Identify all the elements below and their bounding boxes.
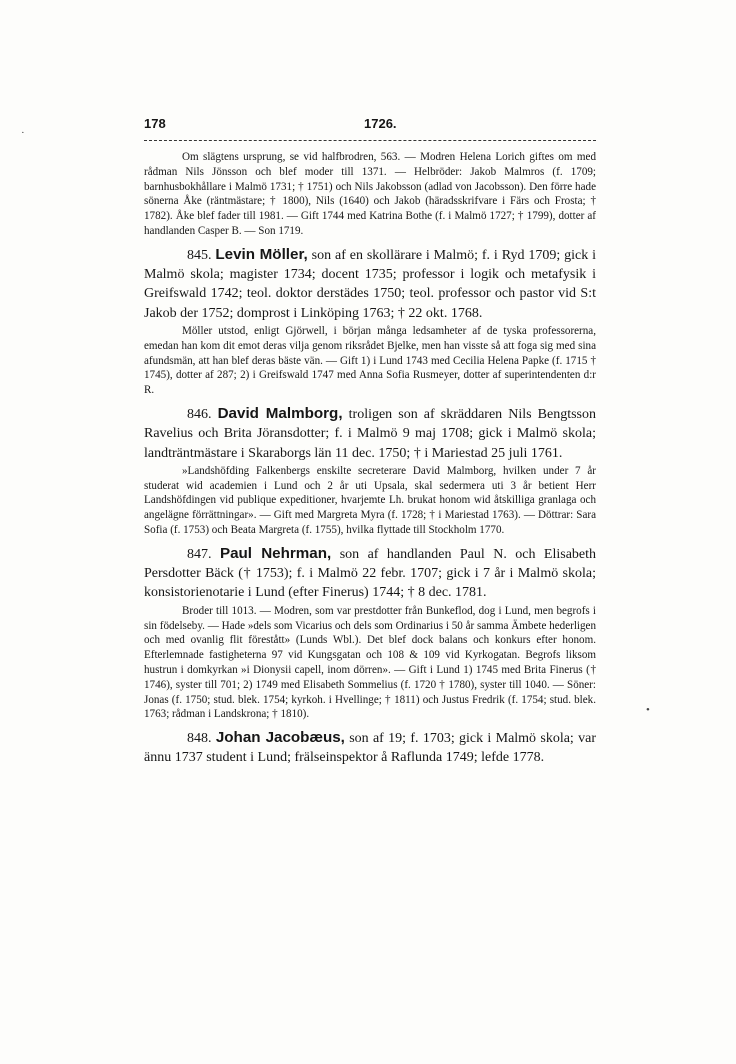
entry-847 [144,544,596,603]
margin-mark-right: • [646,704,650,716]
running-header [142,114,598,134]
entry-number: 845. [187,247,212,263]
entry-name: Levin Möller, [215,245,308,263]
running-year: 1726. [364,116,397,131]
entry-text: son af handlanden Paul N. och Elisabeth Persdotter Bäck († 1753); f. i Malmö 22 febr. 1707; gick i 7 år i Malmö skola; konsistorienotarie i Lund (efter Finerus) 1744; † 8 dec. 1781. [144,546,597,601]
entry-846 [144,404,596,463]
entry-note-845: Möller utstod, enligt Gjörwell, i början många ledsamheter af de tyska professorerna, emedan han kom dit emot deras vilja genom riksrådet Bjelke, men han visste så att foga sig med sina afundsmän, att han blef deras bäste vän. — Gift 1) i Lund 1743 med Cecilia Helena Papke (f. 1715 † 1745), dotter af 287; 2) i Greifswald 1747 med Anna Sofia Rusmeyer, dotter af superintendenten d:r R. [144,324,596,397]
entry-text: troligen son af skräddaren Nils Bengtsson Ravelius och Brita Jöransdotter; f. i Malmö 9 maj 1708; gick i Malmö skola; landträntmästare i Skaraborgs län 11 dec. 1750; † i Mariestad 25 juli 1761. [144,406,597,461]
entry-text: son af en skollärare i Malmö; f. i Ryd 1709; gick i Malmö skola; magister 1734; docent 1735; professor i logik och metafysik i Greifswald 1742; teol. doktor derstädes 1750; teol. professor och pastor vid S:t Jakob der 1752; domprost i Linköping 1763; † 22 okt. 1768. [144,247,597,321]
entry-name: David Malmborg, [217,404,343,422]
intro-note: Om slägtens ursprung, se vid halfbrodren, 563. — Modren Helena Lorich giftes om med rådman Nils Jönsson och blef moder till 1371. — Helbröder: Jakob Malmros (f. 1709; barnhusbokhållare i Malmö 1731; † 1751) och Nils Jakobsson (adlad von Jacobsson). Den förre hade sönerna Åke (räntmästare; † 1800), Nils (1640) och Jakob (häradsskrifvare i Färs och Frosta; † 1782). Åke blef fader till 1981. — Gift 1744 med Katrina Bothe (f. i Malmö 1727; † 1799), dotter af handlanden Casper B. — Son 1719. [144,151,596,237]
page-body [144,150,596,768]
entry-text: son af 19; f. 1703; gick i Malmö skola; var ännu 1737 student i Lund; frälseinspektor å Raflunda 1749; lefde 1778. [144,731,596,766]
entry-848 [144,728,596,768]
entry-number: 846. [187,406,212,422]
entry-note-846: »Landshöfding Falkenbergs enskilte secreterare David Malmborg, hvilken under 7 år studerat wid academien i Lund och 2 år uti Upsala, skal sedermera uti 3 år betient Herr Landshöfdingen vid publique expeditioner, hvarjemte Lh. brukat honom wid åtskilliga granlaga och angelägne förrättningar». — Gift med Margreta Myra (f. 1728; † i Mariestad 1763). — Döttrar: Sara Sofia (f. 1753) och Beata Margreta (f. 1755), hvilka flyttade till Stockholm 1770. [144,464,596,537]
entry-number: 847. [187,546,212,562]
entry-845 [144,245,596,323]
entry-note-847: Broder till 1013. — Modren, som var prestdotter från Bunkeflod, dog i Lund, men begrofs i sin födelseby. — Hade »dels som Vicarius och dels som Ordinarius i 50 år samma Ämbete hederligen och med ovanlig flit förestått» (Lunds Wbl.). Det blef dock balans och konkurs efter honom. Efterlemnade fastigheterna 97 vid Kungsgatan och 108 & 109 vid Kyrkogatan. Begrofs liksom hustrun i domkyrkan »i Dionysii capell, inom dörren». — Gift i Lund 1) 1745 med Brita Finerus († 1746), syster till 701; 2) 1749 med Elisabeth Sommelius (f. 1720 † 1780), syster till 1040. — Söner: Jonas (f. 1750; stud. blek. 1754; kyrkoh. i Hvellinge; † 1811) och Justus Fredrik (f. 1754; stud. blek. 1763; rådman i Landskrona; † 1810). [144,604,596,721]
entry-name: Johan Jacobæus, [215,729,345,747]
entry-number: 848. [187,731,212,747]
entry-name: Paul Nehrman, [219,544,332,562]
header-rule [144,140,596,141]
page-number: 178 [144,116,166,131]
margin-mark-left: · [21,127,25,139]
